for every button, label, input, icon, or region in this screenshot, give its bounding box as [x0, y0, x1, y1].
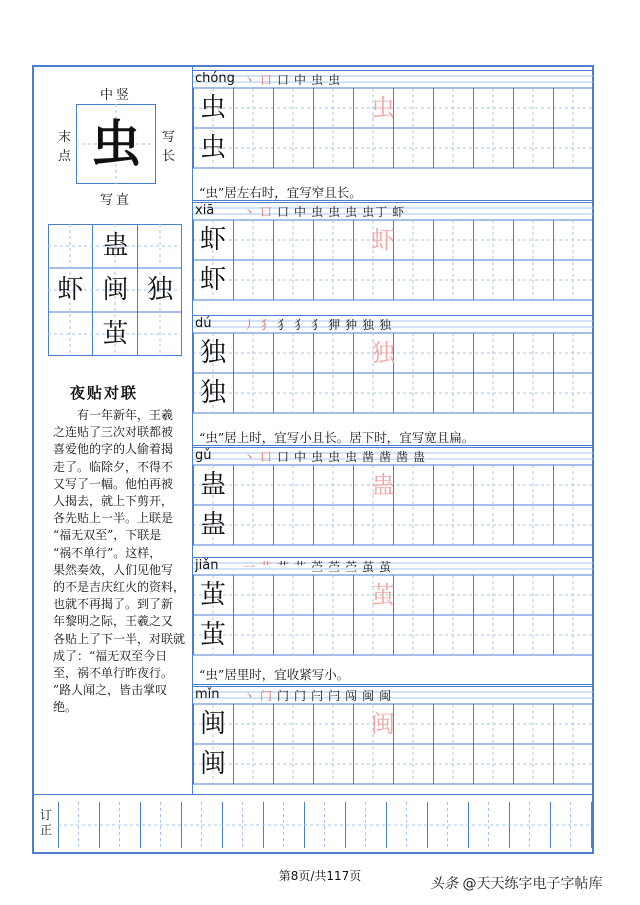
sample-char: 虫: [199, 133, 226, 163]
story-line: 各先贴上一半。上联是: [53, 511, 174, 526]
related-char-bottom: 茧: [102, 319, 129, 349]
stroke-step: 门: [277, 689, 291, 703]
stroke-step: 口: [260, 73, 274, 87]
tip-separator: [193, 200, 592, 201]
stroke-step: 口: [260, 205, 274, 219]
writing-tip: “虫”居上时，宜写小且长。居下时，宜写宽且扁。: [199, 430, 475, 445]
stroke-step: 虫: [311, 450, 325, 464]
bottom-stroke-label: 写直: [100, 193, 133, 208]
stroke-order: [243, 71, 345, 88]
stroke-step: 丶: [243, 450, 257, 464]
watermark-text: @天天练字电子字帖库: [462, 876, 603, 892]
stroke-order: [243, 448, 430, 465]
watermark-prefix: 头条: [430, 876, 458, 892]
stroke-step: 门: [294, 689, 308, 703]
stroke-step: 艹: [277, 560, 291, 574]
related-char-left: 虾: [57, 275, 84, 305]
sample-char: 虾: [199, 225, 226, 255]
correction-label-1: 订: [40, 808, 53, 822]
stroke-step: 中: [294, 73, 308, 87]
pinyin: mǐn: [195, 687, 220, 702]
stroke-order: [243, 558, 396, 575]
pinyin: chóng: [195, 71, 235, 86]
stroke-step: 虫: [345, 205, 359, 219]
pinyin: gǔ: [195, 448, 212, 463]
trace-char: 闽: [371, 710, 395, 738]
stroke-step: 虫: [328, 73, 342, 87]
stroke-step: 门: [260, 689, 274, 703]
sample-char: 茧: [199, 620, 226, 650]
tip-separator: [193, 684, 592, 685]
stroke-step: 中: [294, 205, 308, 219]
stroke-step: 茧: [379, 560, 393, 574]
stroke-step: 口: [260, 450, 274, 464]
stroke-step: 苎: [328, 560, 342, 574]
left-stroke-label-1: 末: [58, 130, 72, 145]
stroke-step: 凿: [362, 450, 376, 464]
sample-char: 独: [199, 338, 226, 368]
stroke-step: 狎: [328, 318, 342, 332]
story-line: 的不是吉庆红火的资料，: [53, 580, 186, 595]
story-line: 喜爱他的字的人偷着揭: [53, 442, 174, 457]
story-line: “福无双至”，下联是: [53, 528, 162, 543]
stroke-step: 虫: [328, 450, 342, 464]
related-char-center: 闽: [102, 275, 129, 305]
page-info: 第8页/共117页: [278, 869, 362, 883]
sample-char: 独: [199, 378, 226, 408]
story-body: [53, 407, 187, 717]
stroke-step: 闯: [345, 689, 359, 703]
story-line: 果然奏效，人们见他写: [53, 562, 174, 577]
trace-char: 虾: [371, 226, 395, 254]
stroke-step: 苎: [345, 560, 359, 574]
stroke-step: 虫: [328, 205, 342, 219]
stroke-step: 狆: [345, 318, 359, 332]
correction-label-2: 正: [40, 823, 53, 837]
right-stroke-label-2: 长: [162, 149, 176, 164]
sample-char: 闽: [199, 749, 226, 779]
sample-char: 蛊: [199, 510, 226, 540]
story-line: 走了。临除夕，不得不: [53, 459, 174, 474]
sample-char: 虫: [199, 93, 226, 123]
related-char-right: 独: [146, 275, 173, 305]
story-line: 各贴上了下一半，对联就: [53, 631, 186, 646]
stroke-step: 虫: [311, 73, 325, 87]
pinyin: dú: [195, 316, 212, 331]
story-line: “祸不单行”。这样，: [53, 545, 162, 560]
stroke-order: [243, 316, 396, 333]
stroke-step: 虫: [345, 450, 359, 464]
correction-label: [40, 808, 52, 838]
stroke-step: 丶: [243, 689, 257, 703]
story-line: 人揭去，就上下剪开，: [53, 494, 174, 509]
story-line: ”路人闻之，皆击掌叹: [53, 683, 168, 698]
stroke-step: 犭: [311, 318, 325, 332]
stroke-step: 虾: [392, 205, 406, 219]
stroke-step: 虫丁: [362, 205, 389, 219]
trace-char: 蛊: [371, 471, 395, 499]
story-line: 又写了一幅。他怕再被: [53, 476, 174, 491]
stroke-step: 艹: [260, 560, 274, 574]
writing-tip: “虫”居里时，宜收紧写小。: [199, 667, 350, 682]
stroke-step: 虫: [311, 205, 325, 219]
stroke-step: 丶: [243, 73, 257, 87]
stroke-step: 口: [277, 450, 291, 464]
trace-char: 茧: [371, 581, 395, 609]
stroke-step: 丿: [243, 318, 257, 332]
trace-char: 虫: [371, 94, 395, 122]
correction-grid: [58, 800, 592, 850]
main-char: 虫: [91, 114, 141, 173]
story-line: 有一年新年，王羲: [53, 408, 174, 422]
story-line: 年黎明之际，王羲之又: [53, 614, 174, 629]
stroke-step: 口: [277, 73, 291, 87]
pinyin: jiǎn: [195, 558, 219, 573]
story-line: 绝。: [53, 700, 78, 715]
stroke-step: 闽: [362, 689, 376, 703]
story-line: 至，祸不单行昨夜行。: [53, 666, 174, 681]
stroke-step: 一: [243, 560, 257, 574]
sample-char: 蛊: [199, 470, 226, 500]
story-line: 之连贴了三次对联都被: [53, 425, 174, 440]
stroke-step: 丶: [243, 205, 257, 219]
tip-separator: [193, 445, 592, 446]
stroke-step: 蛊: [413, 450, 427, 464]
stroke-step: 犭: [260, 318, 274, 332]
stroke-step: 凿: [379, 450, 393, 464]
trace-char: 独: [371, 339, 395, 367]
stroke-step: 闩: [328, 689, 342, 703]
watermark: [430, 873, 602, 893]
sample-char: 闽: [199, 709, 226, 739]
right-stroke-label-1: 写: [162, 130, 176, 145]
stroke-step: 闽: [379, 689, 393, 703]
stroke-step: 中: [294, 450, 308, 464]
stroke-step: 苎: [311, 560, 325, 574]
story-title: 夜贴对联: [70, 384, 139, 402]
correction-divider: [34, 794, 592, 795]
stroke-step: 口: [277, 205, 291, 219]
pinyin: xiā: [195, 203, 215, 218]
stroke-step: 闩: [311, 689, 325, 703]
story-line: 也就不再揭了。到了新: [53, 597, 174, 612]
stroke-step: 独: [379, 318, 393, 332]
top-stroke-label: 中竖: [100, 88, 133, 103]
stroke-step: 犭: [277, 318, 291, 332]
stroke-step: 独: [362, 318, 376, 332]
stroke-step: 艹: [294, 560, 308, 574]
stroke-step: 犭: [294, 318, 308, 332]
sample-char: 虾: [199, 265, 226, 295]
stroke-order: [243, 687, 396, 704]
related-char-top: 蛊: [102, 231, 129, 261]
stroke-step: 凿: [396, 450, 410, 464]
stroke-step: 茧: [362, 560, 376, 574]
writing-tip: “虫”居左右时，宜写窄且长。: [199, 185, 362, 200]
left-stroke-label-2: 点: [58, 149, 72, 164]
story-line: 成了：“福无双至今日: [53, 648, 168, 663]
sample-char: 茧: [199, 580, 226, 610]
stroke-order: [243, 203, 409, 220]
